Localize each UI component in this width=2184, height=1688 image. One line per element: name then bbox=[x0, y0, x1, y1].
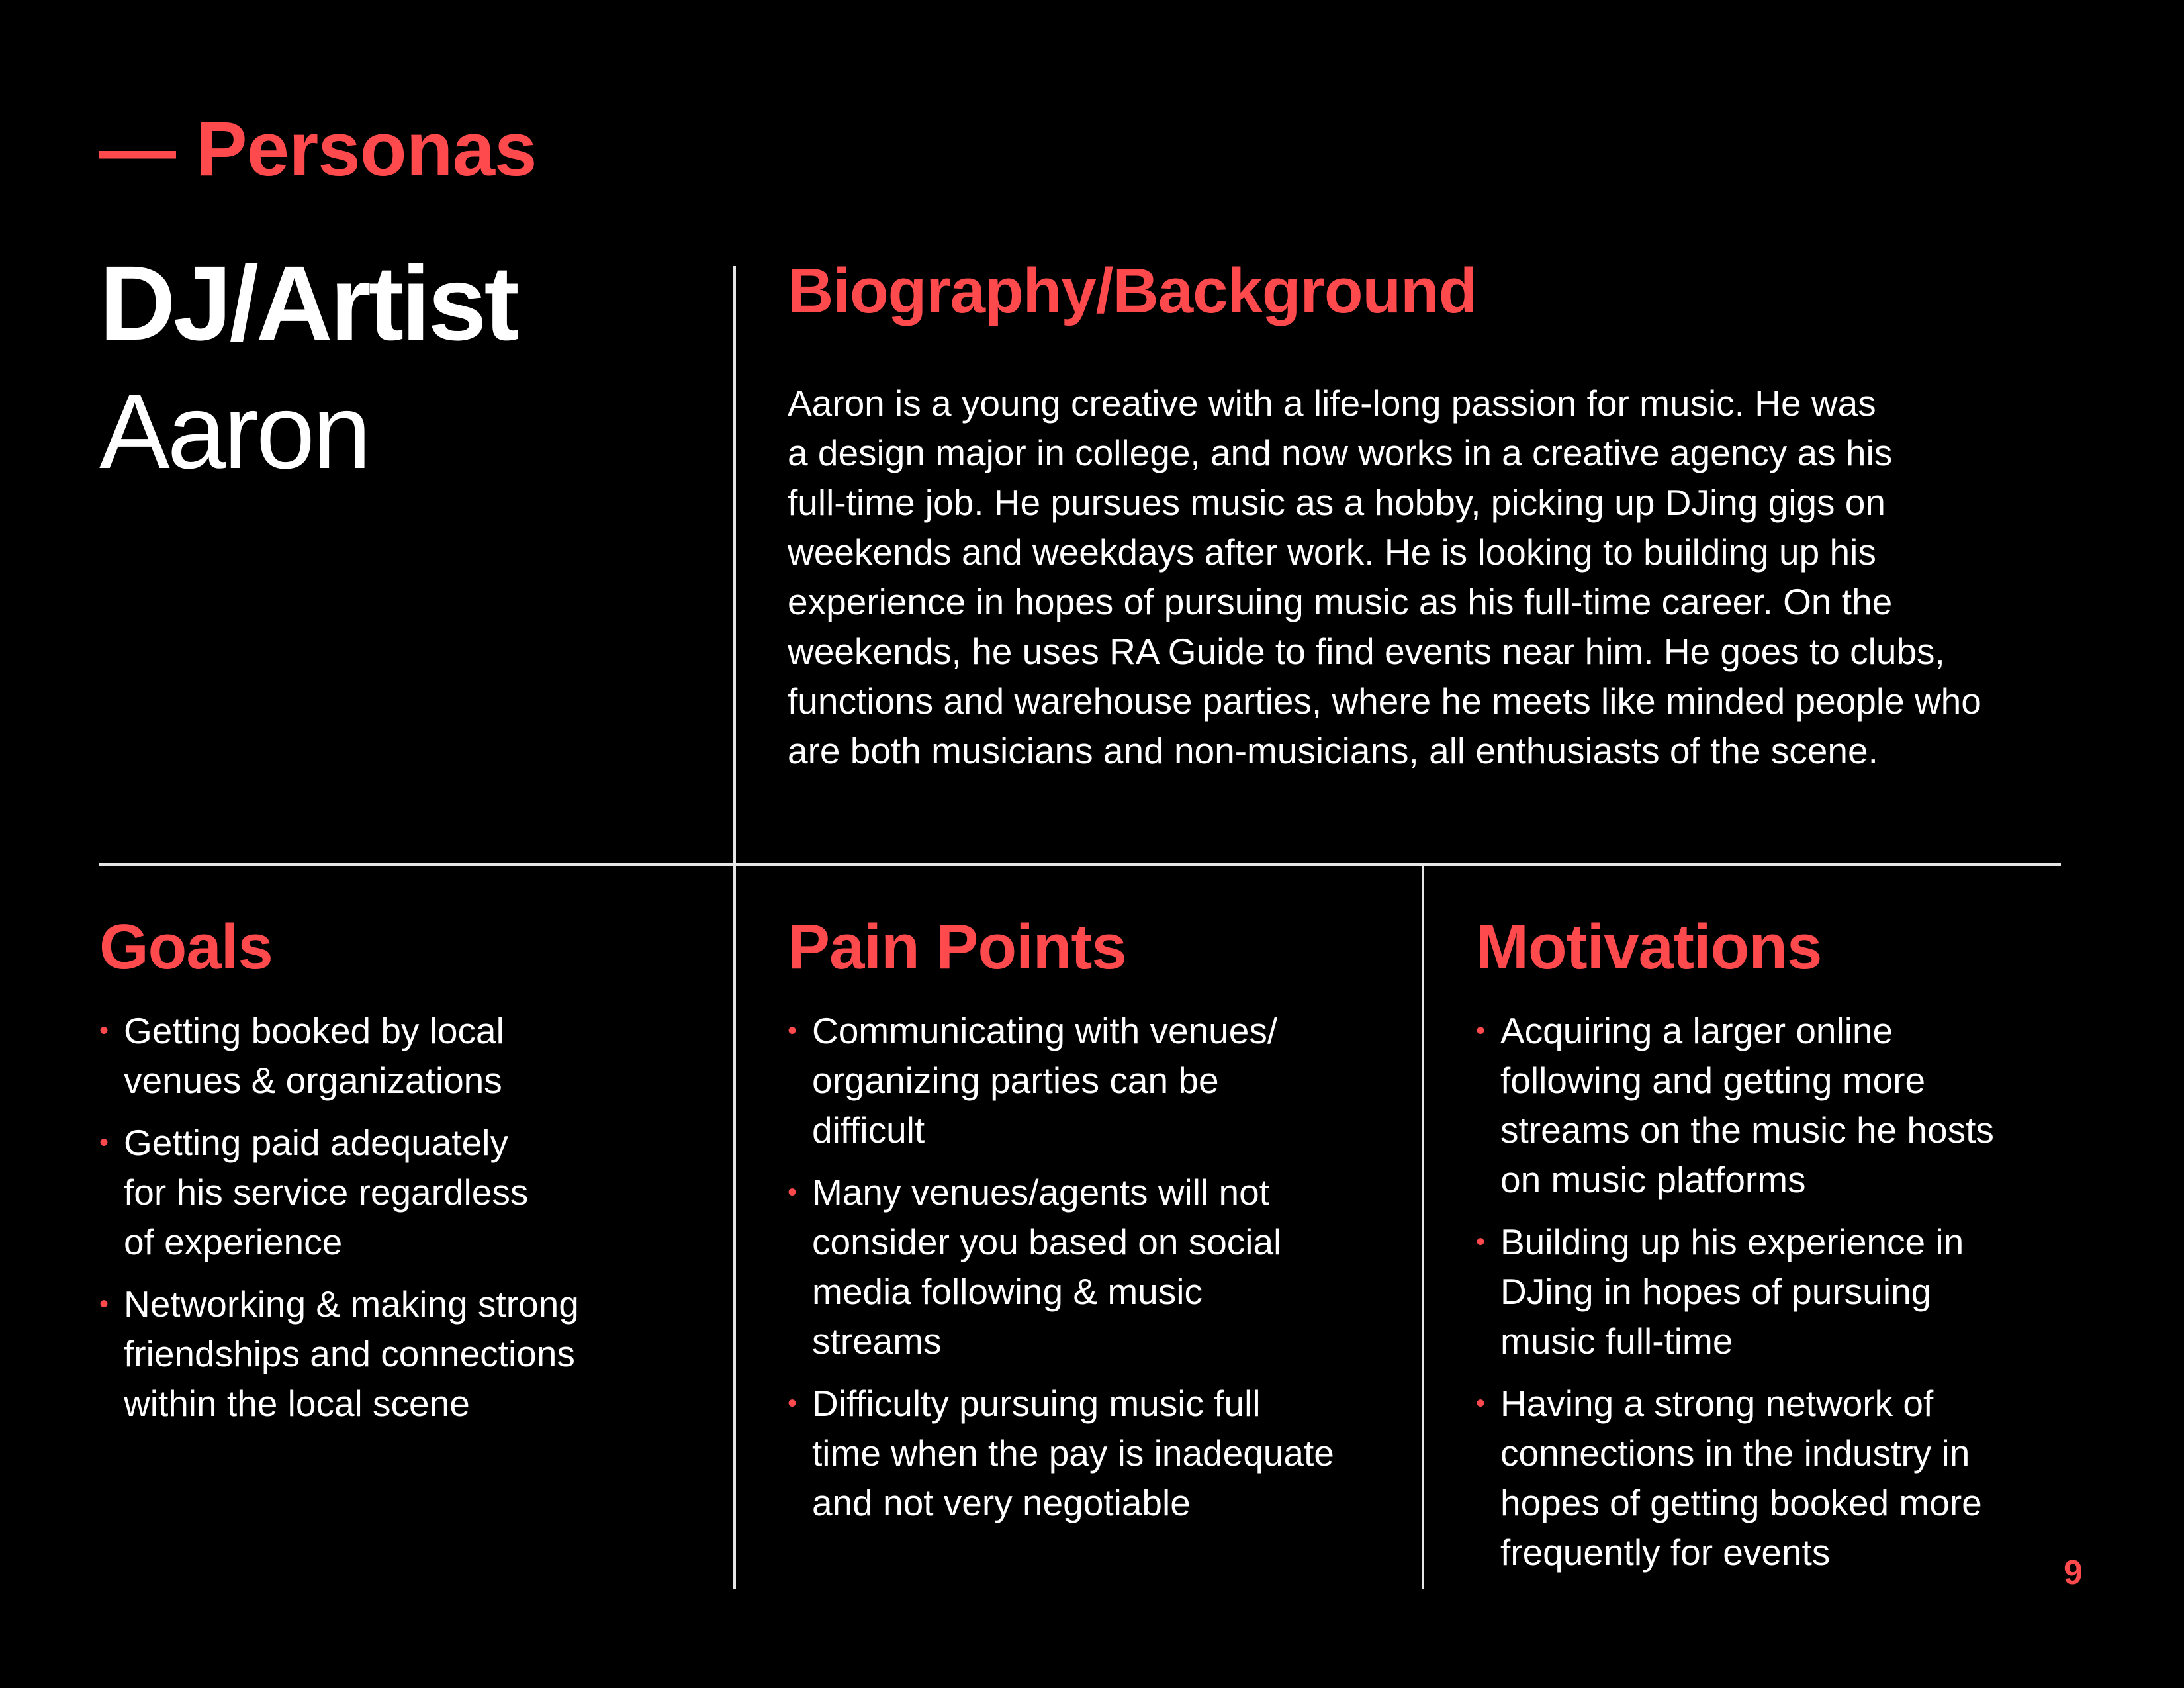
bullet-icon: • bbox=[788, 1389, 797, 1418]
biography-line: are both musicians and non-musicians, all enthusiasts of the scene. bbox=[788, 730, 1878, 771]
motivations-list bbox=[1476, 1006, 2111, 1590]
bullet-icon: • bbox=[99, 1016, 109, 1045]
list-item: • Difficulty pursuing music full time when the pay is inadequate and not very negotiable bbox=[788, 1379, 1416, 1528]
goals-list bbox=[99, 1006, 715, 1441]
vertical-divider-right bbox=[1422, 865, 1424, 1589]
biography-line: full-time job. He pursues music as a hobby, picking up DJing gigs on bbox=[788, 482, 1886, 523]
bullet-icon: • bbox=[1476, 1389, 1486, 1418]
pain-points-heading: Pain Points bbox=[788, 912, 1126, 982]
biography-line: functions and warehouse parties, where he meets like minded people who bbox=[788, 680, 1981, 722]
goals-heading: Goals bbox=[99, 912, 273, 982]
biography-line: experience in hopes of pursuing music as his full-time career. On the bbox=[788, 581, 1893, 622]
list-item: • Communicating with venues/ organizing parties can be difficult bbox=[788, 1006, 1416, 1155]
persona-role: DJ/Artist bbox=[99, 244, 517, 362]
biography-line: weekends, he uses RA Guide to find events near him. He goes to clubs, bbox=[788, 631, 1945, 672]
biography-text bbox=[788, 379, 2085, 776]
list-item: • Having a strong network of connections in the industry in hopes of getting booked more frequently for events bbox=[1476, 1379, 2111, 1577]
list-item: • Acquiring a larger online following and getting more streams on the music he hosts on music platforms bbox=[1476, 1006, 2111, 1205]
motivations-heading: Motivations bbox=[1476, 912, 1822, 982]
biography-line: a design major in college, and now works in a creative agency as his bbox=[788, 432, 1893, 473]
list-item: • Many venues/agents will not consider you based on social media following & music streams bbox=[788, 1168, 1416, 1366]
page-number: 9 bbox=[2064, 1554, 2083, 1592]
list-item: • Building up his experience in DJing in hopes of pursuing music full-time bbox=[1476, 1217, 2111, 1366]
list-item: • Getting booked by local venues & organizations bbox=[99, 1006, 715, 1105]
biography-line: weekends and weekdays after work. He is looking to building up his bbox=[788, 532, 1876, 573]
bullet-icon: • bbox=[788, 1016, 797, 1045]
bullet-icon: • bbox=[788, 1178, 797, 1207]
section-label: — Personas bbox=[99, 106, 537, 192]
bullet-icon: • bbox=[1476, 1016, 1486, 1045]
bullet-icon: • bbox=[99, 1128, 109, 1157]
vertical-divider-main bbox=[733, 266, 736, 1589]
list-item: • Getting paid adequately for his service regardless of experience bbox=[99, 1118, 715, 1267]
horizontal-divider bbox=[99, 863, 2061, 866]
pain-points-list bbox=[788, 1006, 1416, 1540]
persona-name: Aaron bbox=[99, 372, 369, 491]
biography-heading: Biography/Background bbox=[788, 256, 1477, 326]
bullet-icon: • bbox=[99, 1289, 109, 1319]
bullet-icon: • bbox=[1476, 1227, 1486, 1256]
biography-line: Aaron is a young creative with a life-long passion for music. He was bbox=[788, 383, 1876, 424]
list-item: • Networking & making strong friendships and connections within the local scene bbox=[99, 1280, 715, 1429]
